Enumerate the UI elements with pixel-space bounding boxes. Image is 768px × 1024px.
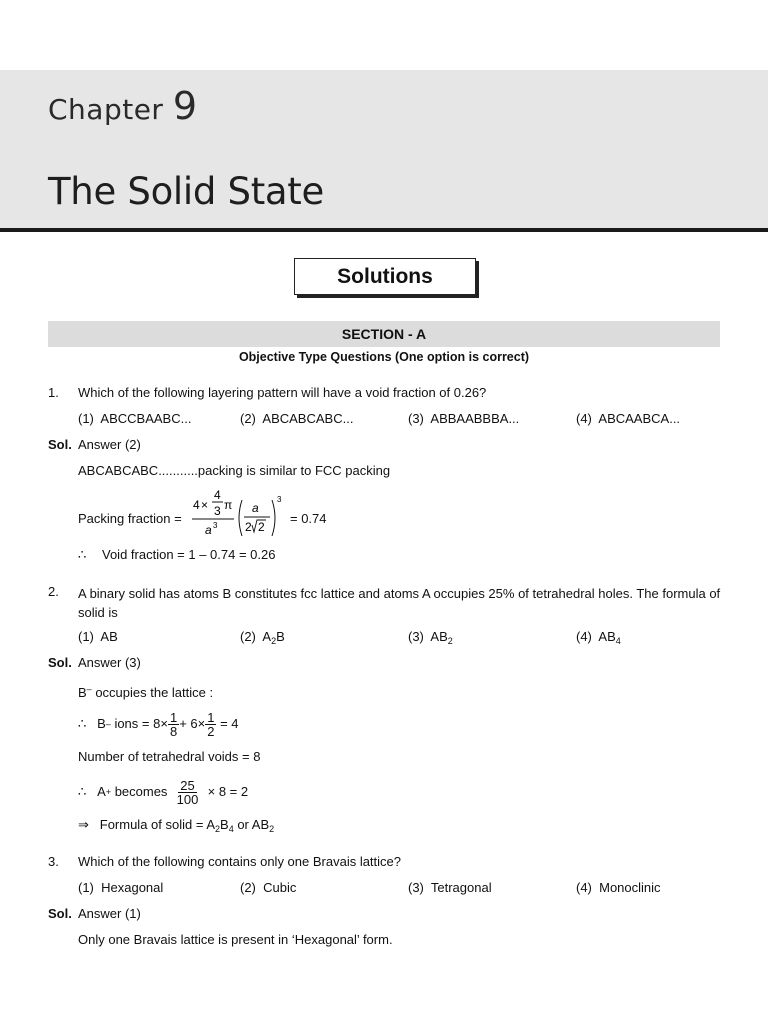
q1-answer: Answer (2)	[78, 437, 141, 452]
question-3-number: 3.	[48, 854, 59, 869]
q1-option-3: (3) ABBAABBBA...	[408, 411, 520, 426]
svg-text:4: 4	[214, 488, 221, 502]
q1-explanation-line: ABCABCABC...........packing is similar to FCC packing	[78, 463, 391, 478]
chapter-number: 9	[172, 84, 198, 128]
q2-option-4: (4) $AB_4$	[576, 629, 621, 646]
svg-text:a: a	[205, 523, 212, 537]
q3-explanation-line: Only one Bravais lattice is present in ‘Hexagonal’ form.	[78, 932, 393, 947]
b-minus-occupies-line: B– occupies the lattice :	[78, 684, 214, 700]
a-plus-becomes-equation: ∴ A + becomes $\frac{25}{100}$ × 8 = 2	[78, 777, 249, 807]
packing-fraction-formula	[188, 486, 288, 542]
packing-fraction-label: Packing fraction =	[78, 511, 182, 526]
svg-text:π: π	[224, 498, 233, 512]
q1-option-4: (4) ABCAABCA...	[576, 411, 681, 426]
svg-text:×: ×	[201, 498, 209, 512]
question-2-number: 2.	[48, 584, 59, 599]
chapter-label	[48, 84, 198, 128]
question-2-text: A binary solid has atoms B constitutes fcc lattice and atoms A occupies 25% of tetrahedral holes. The formula of solid is	[78, 586, 721, 620]
q3-option-3: (3) Tetragonal	[408, 880, 492, 895]
solutions-heading: Solutions	[294, 258, 476, 295]
question-1-text: Which of the following layering pattern will have a void fraction of 0.26?	[78, 385, 487, 400]
q2-sol-label: Sol.	[48, 655, 72, 670]
q1-option-1: (1) ABCCBAABC...	[78, 411, 192, 426]
svg-text:4: 4	[193, 498, 200, 512]
svg-text:3: 3	[213, 521, 218, 530]
question-1-number: 1.	[48, 385, 59, 400]
q3-option-4: (4) Monoclinic	[576, 880, 661, 895]
q2-option-3: (3) $AB_2$	[408, 629, 453, 646]
void-fraction-line: Void fraction = 1 – 0.74 = 0.26	[102, 547, 276, 562]
q3-option-1: (1) Hexagonal	[78, 880, 164, 895]
section-title: SECTION - A	[48, 321, 720, 347]
question-3-text: Which of the following contains only one Bravais lattice?	[78, 854, 402, 869]
q1-option-2: (2) ABCABCABC...	[240, 411, 354, 426]
q3-option-2: (2) Cubic	[240, 880, 297, 895]
fraction-1-8: $\frac{1}{8}$	[169, 709, 178, 739]
fraction-25-100: $\frac{25}{100}$	[176, 777, 199, 807]
svg-text:2: 2	[258, 520, 265, 534]
q2-option-2: (2) $A_2B$	[240, 629, 285, 646]
q3-answer: Answer (1)	[78, 906, 141, 921]
section-subtitle: Objective Type Questions (One option is correct)	[238, 350, 530, 364]
b-ions-equation: ∴ B – ions = 8× $\frac{1}{8}$ + 6× $\frac{1}{2}$ = 4	[78, 709, 239, 739]
chapter-title: The Solid State	[48, 170, 324, 213]
q3-sol-label: Sol.	[48, 906, 72, 921]
q2-option-1: (1) AB	[78, 629, 118, 644]
formula-of-solid-line: ⇒ Formula of solid = $A_2B_4$ or $AB_2$	[78, 817, 275, 834]
therefore-symbol: ∴	[78, 547, 87, 562]
header-rule	[0, 228, 768, 232]
chapter-word: Chapter	[48, 93, 164, 126]
svg-text:3: 3	[277, 495, 282, 504]
svg-text:3: 3	[214, 504, 221, 518]
svg-text:a: a	[252, 501, 259, 515]
tetrahedral-voids-line: Number of tetrahedral voids = 8	[78, 749, 261, 764]
packing-fraction-result: = 0.74	[290, 511, 327, 526]
fraction-1-2: $\frac{1}{2}$	[207, 709, 215, 739]
svg-text:2: 2	[245, 520, 252, 534]
q1-sol-label: Sol.	[48, 437, 72, 452]
q2-answer: Answer (3)	[78, 655, 141, 670]
